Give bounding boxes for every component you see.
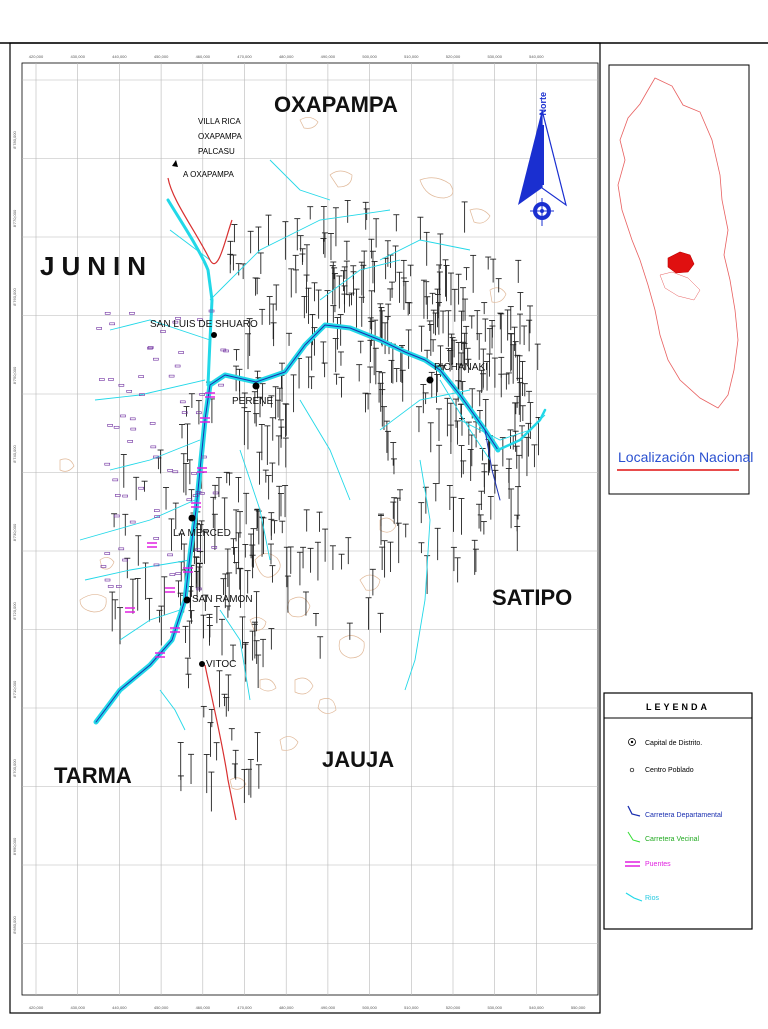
village-marker: [176, 573, 181, 575]
village-marker: [170, 574, 175, 576]
svg-text:Norte: Norte: [538, 92, 548, 116]
village-marker: [116, 585, 121, 587]
village-marker: [105, 312, 110, 314]
tick-label-left: 8'780,000: [12, 131, 17, 149]
town-perene: [232, 383, 273, 408]
route-label-oxapampa: OXAPAMPA: [198, 132, 242, 141]
region-label-jauja: JAUJA: [322, 747, 395, 772]
svg-text:Capital de Distrito.: Capital de Distrito.: [645, 740, 703, 747]
village-marker: [128, 440, 133, 442]
tick-label-top: 420,000: [28, 54, 44, 59]
village-marker: [99, 379, 104, 381]
town-pichanaki: [427, 362, 488, 384]
village-marker: [151, 446, 156, 448]
svg-text:SAN RAMON: SAN RAMON: [192, 594, 253, 605]
village-marker: [187, 499, 192, 501]
tick-label-top: 540,000: [529, 54, 544, 59]
village-marker: [108, 585, 113, 587]
region-label-oxapampa: OXAPAMPA: [274, 92, 398, 117]
village-marker: [153, 358, 158, 360]
tick-label-bottom: 420,000: [28, 1005, 44, 1010]
svg-text:Carretera Departamental: Carretera Departamental: [645, 812, 723, 819]
village-marker: [97, 327, 102, 329]
village-marker: [110, 323, 115, 325]
left-coordinate-ticks: [12, 131, 17, 934]
village-marker: [105, 579, 110, 581]
tick-label-left: 8'760,000: [12, 288, 17, 306]
legend-title: LEYENDA: [645, 702, 711, 712]
village-marker: [114, 426, 119, 428]
region-label-satipo: SATIPO: [492, 585, 573, 610]
tick-label-top: 520,000: [445, 54, 461, 59]
village-marker: [108, 424, 113, 426]
svg-text:Rios: Rios: [645, 895, 660, 902]
tick-label-top: 470,000: [237, 54, 252, 59]
tick-label-top: 460,000: [195, 54, 211, 59]
tick-label-bottom: 510,000: [404, 1005, 419, 1010]
village-marker: [192, 472, 197, 474]
town-san-ramon: [184, 594, 253, 605]
tick-label-top: 450,000: [153, 54, 169, 59]
village-marker: [200, 393, 205, 395]
svg-text:PERENE: PERENE: [232, 396, 274, 407]
village-marker: [105, 463, 110, 465]
village-marker: [150, 422, 155, 424]
tick-label-left: 8'710,000: [12, 680, 17, 699]
svg-text:Centro Poblado: Centro Poblado: [645, 767, 694, 774]
tick-label-left: 8'720,000: [12, 602, 17, 620]
region-label-tarma: TARMA: [54, 763, 132, 788]
town-san-luis-de-shuaro: [150, 319, 258, 338]
svg-text:VITOC: VITOC: [206, 659, 237, 670]
village-marker: [175, 365, 180, 367]
tick-label-top: 440,000: [112, 54, 127, 59]
tick-label-bottom: 430,000: [70, 1005, 85, 1010]
village-marker: [168, 554, 173, 556]
village-marker: [195, 549, 200, 551]
tick-label-left: 8'690,000: [12, 837, 17, 856]
tick-label-left: 8'770,000: [12, 209, 17, 228]
red-roads: [168, 178, 236, 820]
svg-text:SAN LUIS DE SHUARO: SAN LUIS DE SHUARO: [150, 319, 258, 330]
village-marker: [219, 384, 224, 386]
tick-label-top: 480,000: [278, 54, 294, 59]
route-label-a-oxapampa: A OXAPAMPA: [183, 170, 234, 179]
tick-label-left: 8'730,000: [12, 523, 17, 542]
village-marker: [139, 376, 144, 378]
town-vitoc: [199, 659, 236, 670]
tick-label-top: 490,000: [320, 54, 336, 59]
village-marker: [169, 375, 174, 377]
svg-text:Puentes: Puentes: [645, 861, 671, 868]
tick-label-bottom: 550,000: [570, 1005, 586, 1010]
village-marker: [130, 521, 135, 523]
tick-label-left: 8'740,000: [12, 445, 17, 463]
village-marker: [130, 418, 135, 420]
tick-label-left: 8'680,000: [12, 916, 17, 934]
village-marker: [213, 492, 218, 494]
inset-caption: Localización Nacional: [618, 449, 754, 465]
north-arrow-icon: [518, 92, 566, 226]
inset-map: [609, 65, 753, 494]
tick-label-bottom: 520,000: [445, 1005, 461, 1010]
village-marker: [154, 537, 159, 539]
tick-label-top: 430,000: [70, 54, 85, 59]
village-marker: [173, 471, 178, 473]
village-marker: [113, 479, 118, 481]
region-label-junin: JUNIN: [40, 251, 154, 281]
tick-label-left: 8'750,000: [12, 366, 17, 385]
village-marker: [123, 495, 128, 497]
village-marker: [105, 552, 110, 554]
village-marker: [180, 401, 185, 403]
tick-label-bottom: 530,000: [487, 1005, 502, 1010]
village-marker: [108, 378, 113, 380]
tick-label-left: 8'700,000: [12, 759, 17, 777]
settlement-marks: [109, 200, 541, 811]
village-marker: [131, 428, 136, 430]
village-marker: [114, 515, 119, 517]
village-marker: [179, 351, 184, 353]
route-label-villa-rica: VILLA RICA: [198, 117, 241, 126]
village-marker: [139, 487, 144, 489]
village-marker: [120, 415, 125, 417]
tick-label-bottom: 450,000: [153, 1005, 169, 1010]
village-marker: [129, 312, 134, 314]
legend: [604, 693, 752, 929]
local-roads: [80, 160, 545, 730]
village-marker: [127, 390, 132, 392]
coordinate-grid: [22, 63, 598, 995]
route-label-palcasu: PALCASU: [198, 147, 235, 156]
tick-label-bottom: 440,000: [112, 1005, 127, 1010]
svg-text:LA MERCED: LA MERCED: [173, 528, 231, 539]
tick-label-bottom: 480,000: [278, 1005, 294, 1010]
tick-label-bottom: 470,000: [237, 1005, 252, 1010]
tick-label-top: 510,000: [404, 54, 419, 59]
route-arrow-icon: [172, 160, 178, 167]
village-marker: [154, 510, 159, 512]
bottom-coordinate-ticks: [29, 1005, 586, 1010]
village-marker: [212, 546, 217, 548]
village-marker: [123, 559, 128, 561]
svg-text:Carretera Vecinal: Carretera Vecinal: [645, 836, 700, 843]
tick-label-bottom: 460,000: [195, 1005, 211, 1010]
tick-label-bottom: 540,000: [529, 1005, 544, 1010]
tick-label-bottom: 500,000: [362, 1005, 377, 1010]
tick-label-top: 500,000: [362, 54, 377, 59]
svg-text:PICHANAKI: PICHANAKI: [434, 362, 488, 373]
village-marker: [168, 469, 173, 471]
tick-label-top: 530,000: [487, 54, 502, 59]
tick-label-bottom: 490,000: [320, 1005, 336, 1010]
top-coordinate-ticks: [29, 54, 545, 59]
